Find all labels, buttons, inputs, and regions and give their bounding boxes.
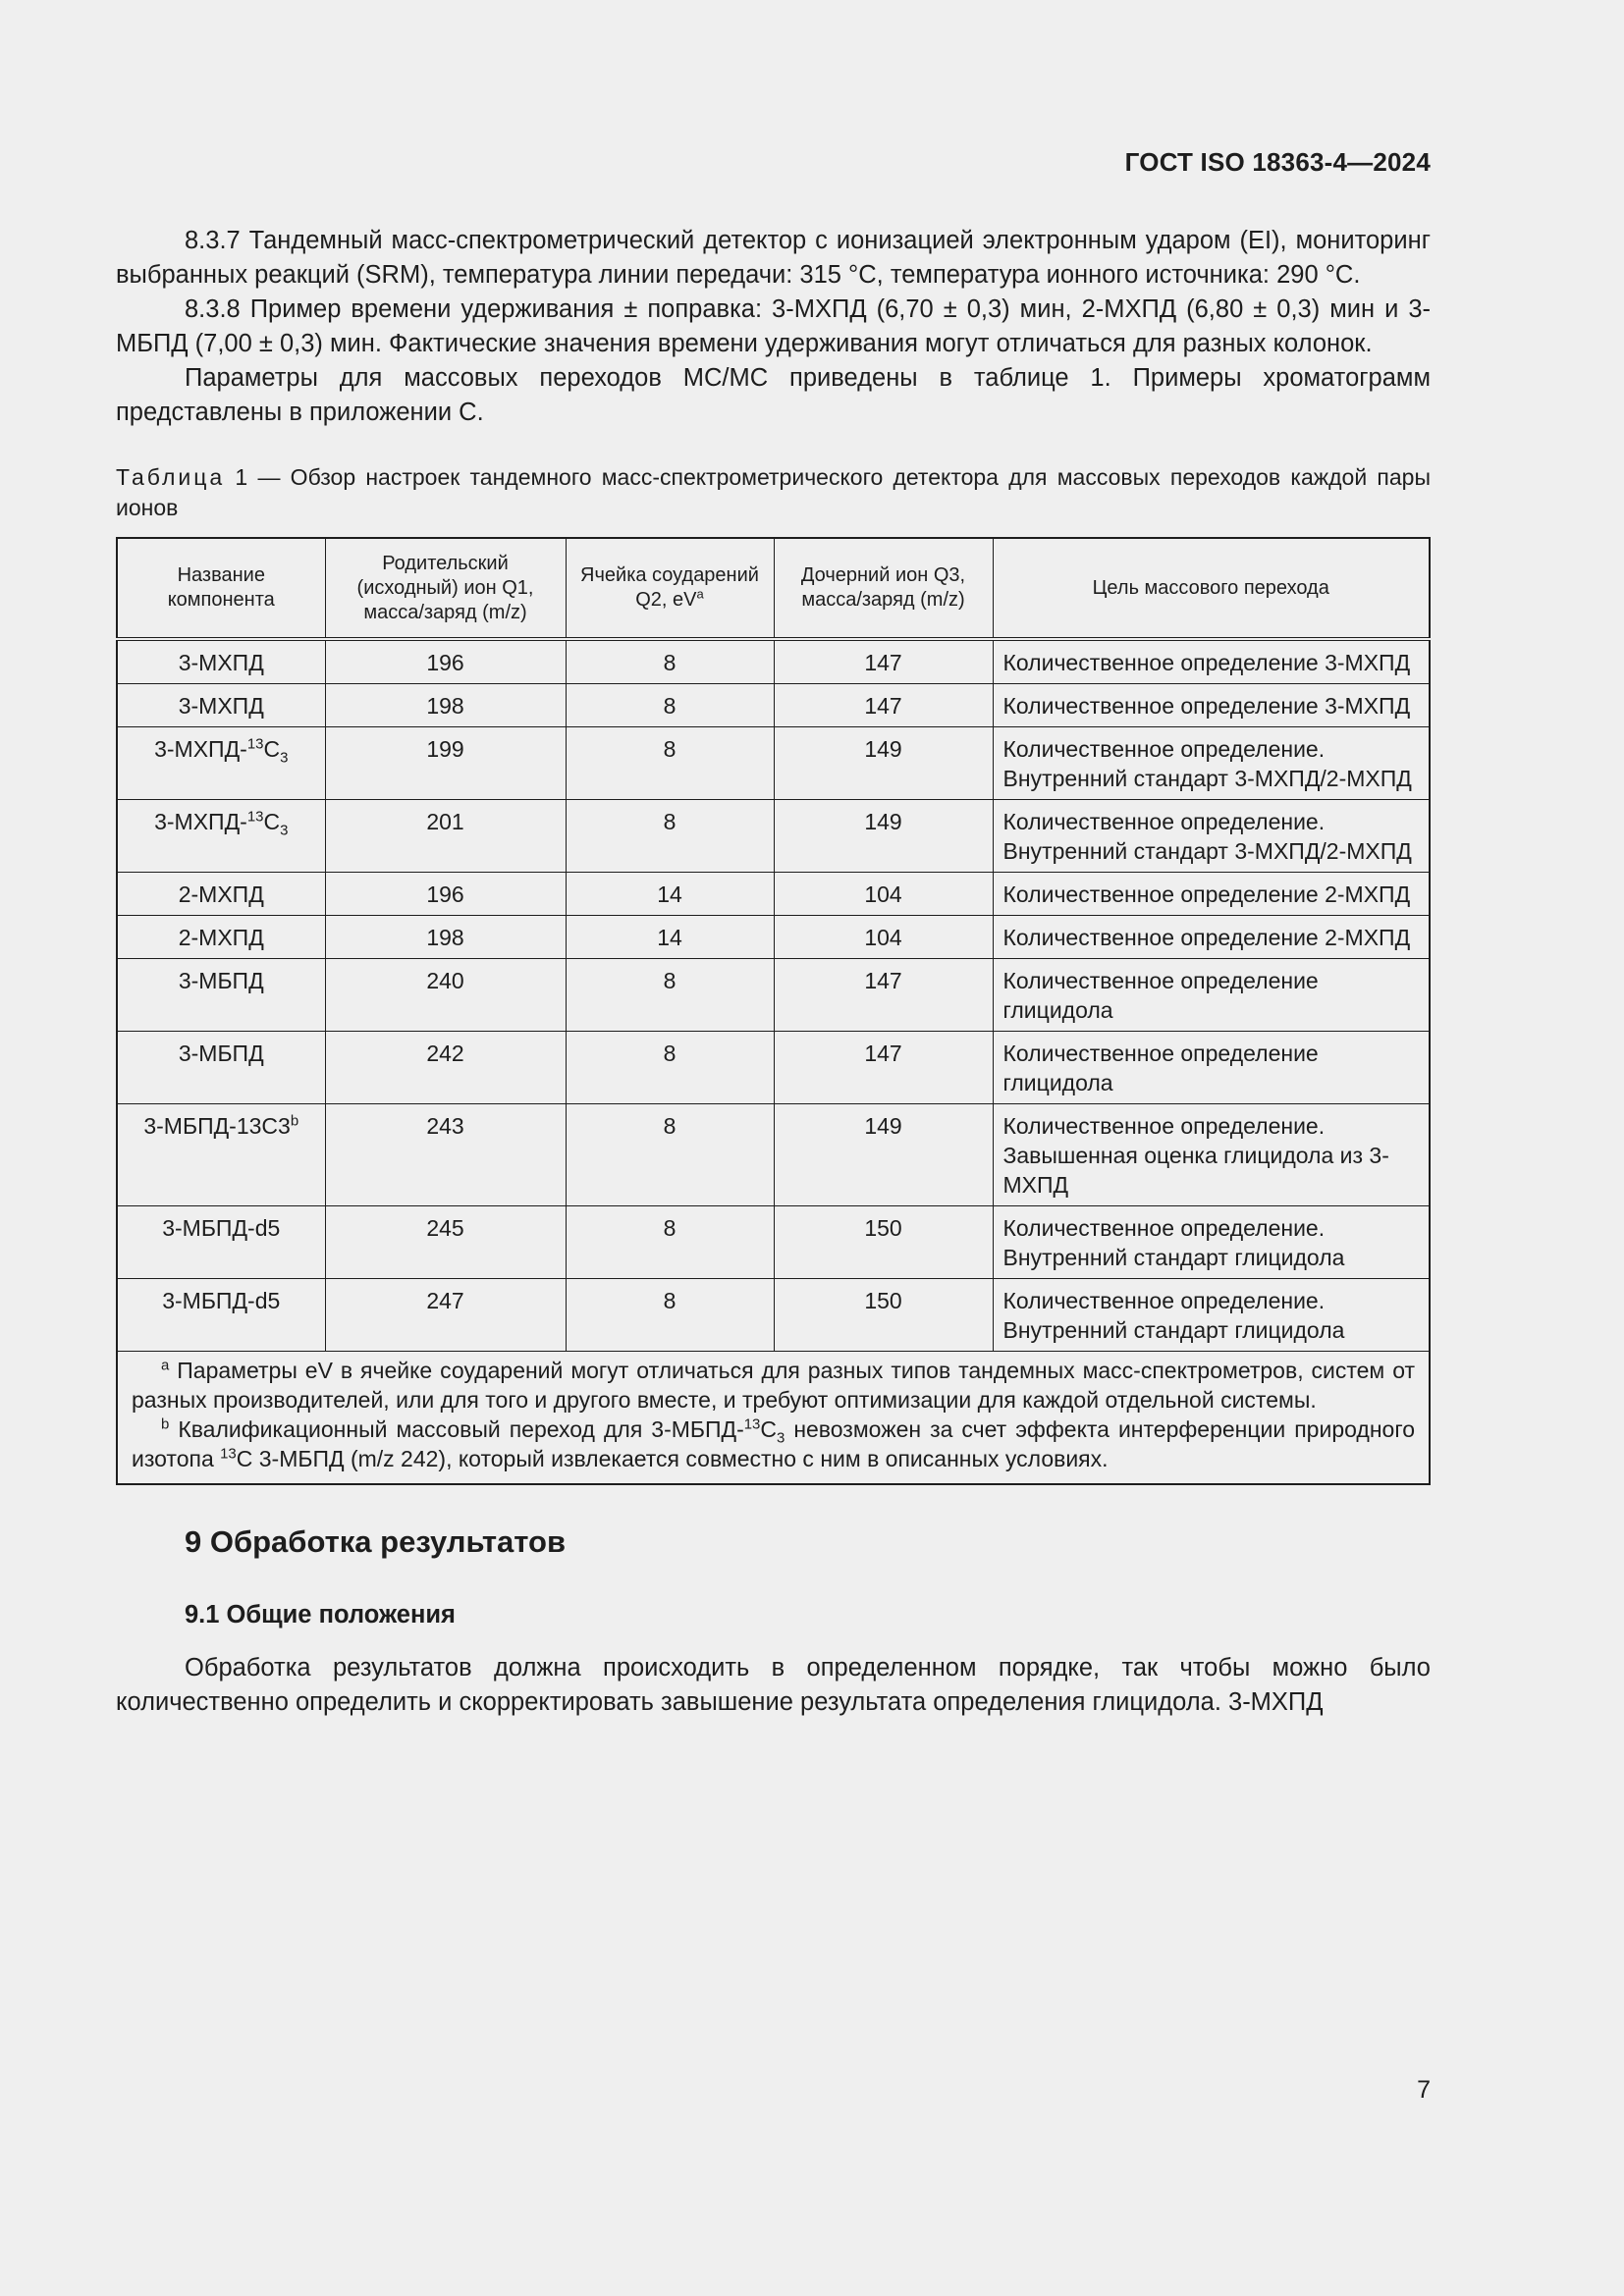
cell-q3: 147 — [774, 959, 993, 1032]
footnote-a-mark: a — [161, 1357, 170, 1374]
table-row — [117, 1104, 1430, 1206]
cell-q2: 8 — [566, 684, 774, 727]
cell-component — [117, 639, 325, 684]
table-row — [117, 1206, 1430, 1279]
table-caption — [116, 462, 1431, 523]
header-q2-text: Ячейка соударений Q2, eV — [580, 564, 759, 611]
component-name: 2-МХПД — [178, 925, 264, 950]
component-name: 2-МХПД — [178, 881, 264, 907]
cell-component — [117, 1104, 325, 1206]
cell-purpose: Количественное определение 2-МХПД — [993, 873, 1430, 916]
cell-component — [117, 1032, 325, 1104]
cell-q2: 8 — [566, 1206, 774, 1279]
cell-purpose: Количественное определение 3-МХПД — [993, 639, 1430, 684]
isotope-element: C — [263, 809, 281, 834]
cell-q1: 240 — [325, 959, 566, 1032]
table-row — [117, 1279, 1430, 1352]
isotope-mass: 13 — [246, 735, 264, 753]
header-q1: Родительский (исходный) ион Q1, масса/заряд (m/z) — [325, 538, 566, 639]
component-name: 3-МХПД — [178, 693, 264, 719]
cell-q2: 8 — [566, 639, 774, 684]
standard-code: ГОСТ ISO 18363-4—2024 — [1124, 147, 1431, 177]
cell-purpose: Количественное определение. Внутренний стандарт глицидола — [993, 1206, 1430, 1279]
cell-q2: 8 — [566, 1032, 774, 1104]
footnote-b-isotope2: 13 — [220, 1445, 237, 1463]
cell-q3: 150 — [774, 1279, 993, 1352]
cell-q1: 201 — [325, 800, 566, 873]
table-row — [117, 727, 1430, 800]
component-name: 3-МХПД — [178, 650, 264, 675]
cell-component — [117, 873, 325, 916]
cell-purpose: Количественное определение глицидола — [993, 1032, 1430, 1104]
cell-q3: 104 — [774, 873, 993, 916]
footnote-b-text3: C 3-МБПД (m/z 242), который извлекается совместно с ним в описанных условиях. — [236, 1446, 1109, 1471]
table-row — [117, 639, 1430, 684]
table-body — [117, 639, 1430, 1352]
cell-purpose: Количественное определение 2-МХПД — [993, 916, 1430, 959]
cell-q3: 104 — [774, 916, 993, 959]
cell-q2: 14 — [566, 873, 774, 916]
cell-q1: 199 — [325, 727, 566, 800]
paragraph-8-3-7: 8.3.7 Тандемный масс-спектрометрический детектор с ионизацией электронным ударом (EI), мониторинг выбранных реакций (SRM), температура линии передачи: 315 °C, температура ионного источника: 290 °C. — [116, 227, 1431, 289]
footnote-a-ref: a — [696, 586, 704, 602]
footnotes-row — [117, 1352, 1430, 1485]
header-q3: Дочерний ион Q3, масса/заряд (m/z) — [774, 538, 993, 639]
page-body — [116, 224, 1431, 1720]
cell-component — [117, 727, 325, 800]
isotope-count: 3 — [280, 822, 289, 839]
footnote-b — [132, 1415, 1415, 1473]
footnote-b-subscript: 3 — [777, 1429, 785, 1447]
paragraph-ms-params: Параметры для массовых переходов МС/МС приведены в таблице 1. Примеры хроматограмм представлены в приложении С. — [116, 364, 1431, 426]
footnote-a — [132, 1356, 1415, 1415]
cell-q2: 14 — [566, 916, 774, 959]
cell-q1: 242 — [325, 1032, 566, 1104]
section-9-1-heading: 9.1 Общие положения — [185, 1601, 456, 1629]
section-9-1-paragraph: Обработка результатов должна происходить в определенном порядке, так чтобы можно было количественно определить и скорректировать завышение результата определения глицидола. 3-МХПД — [116, 1654, 1431, 1716]
cell-component — [117, 800, 325, 873]
component-name: 3-МБПД-13С3 — [143, 1113, 291, 1139]
footnote-b-mark: b — [161, 1415, 170, 1433]
cell-q1: 243 — [325, 1104, 566, 1206]
cell-q1: 196 — [325, 873, 566, 916]
component-name: 3-МБПД-d5 — [162, 1288, 281, 1313]
cell-q1: 198 — [325, 916, 566, 959]
cell-component — [117, 959, 325, 1032]
header-q2 — [566, 538, 774, 639]
cell-purpose: Количественное определение. Завышенная оценка глицидола из 3-МХПД — [993, 1104, 1430, 1206]
footnote-b-text1: Квалификационный массовый переход для 3-МБПД- — [178, 1416, 744, 1442]
cell-q1: 198 — [325, 684, 566, 727]
component-name: 3-МБПД — [178, 1041, 264, 1066]
table-header-row — [117, 538, 1430, 639]
component-name: 3-МБПД — [178, 968, 264, 993]
component-name: 3-МБПД-d5 — [162, 1215, 281, 1241]
cell-purpose: Количественное определение. Внутренний стандарт глицидола — [993, 1279, 1430, 1352]
isotope-mass: 13 — [246, 808, 264, 826]
table-row — [117, 959, 1430, 1032]
footnote-b-ref: b — [290, 1112, 299, 1130]
page-number: 7 — [1417, 2076, 1431, 2104]
isotope-element: C — [263, 736, 281, 762]
ms-transitions-table — [116, 537, 1431, 1485]
cell-purpose: Количественное определение 3-МХПД — [993, 684, 1430, 727]
cell-q3: 149 — [774, 727, 993, 800]
cell-q2: 8 — [566, 800, 774, 873]
cell-q1: 247 — [325, 1279, 566, 1352]
table-caption-text: 1 — Обзор настроек тандемного масс-спектрометрического детектора для массовых переходов каждой пары ионов — [116, 464, 1431, 520]
cell-purpose: Количественное определение. Внутренний стандарт 3-МХПД/2-МХПД — [993, 727, 1430, 800]
footnote-b-element: C — [760, 1416, 777, 1442]
component-name: 3-МХПД- — [154, 809, 247, 834]
paragraph-8-3-8: 8.3.8 Пример времени удерживания ± поправка: 3-МХПД (6,70 ± 0,3) мин, 2-МХПД (6,80 ± 0,3) мин и 3-МБПД (7,00 ± 0,3) мин. Фактические значения времени удерживания могут отличаться для разных колонок. — [116, 295, 1431, 357]
table-footnotes — [117, 1352, 1430, 1485]
table-row — [117, 916, 1430, 959]
table-row — [117, 684, 1430, 727]
footnote-a-text: Параметры eV в ячейке соударений могут отличаться для разных типов тандемных масс-спектрометров, систем от разных производителей, или для того и другого вместе, и требуют оптимизации для каждой отдельной системы. — [132, 1358, 1416, 1413]
cell-component — [117, 1206, 325, 1279]
cell-q3: 150 — [774, 1206, 993, 1279]
footnote-b-text2: невозможен за счет эффекта интерференции природного изотопа — [132, 1416, 1415, 1471]
cell-q2: 8 — [566, 1279, 774, 1352]
isotope-count: 3 — [280, 749, 289, 767]
cell-component — [117, 684, 325, 727]
cell-q2: 8 — [566, 959, 774, 1032]
table-caption-label: Таблица — [116, 464, 226, 490]
cell-q3: 149 — [774, 800, 993, 873]
header-purpose: Цель массового перехода — [993, 538, 1430, 639]
section-9-heading: 9 Обработка результатов — [185, 1524, 567, 1559]
table-row — [117, 800, 1430, 873]
cell-q1: 245 — [325, 1206, 566, 1279]
cell-component — [117, 916, 325, 959]
table-row — [117, 873, 1430, 916]
cell-q2: 8 — [566, 727, 774, 800]
cell-component — [117, 1279, 325, 1352]
cell-purpose: Количественное определение глицидола — [993, 959, 1430, 1032]
component-name: 3-МХПД- — [154, 736, 247, 762]
cell-q3: 149 — [774, 1104, 993, 1206]
cell-q3: 147 — [774, 684, 993, 727]
cell-purpose: Количественное определение. Внутренний стандарт 3-МХПД/2-МХПД — [993, 800, 1430, 873]
cell-q3: 147 — [774, 639, 993, 684]
cell-q2: 8 — [566, 1104, 774, 1206]
cell-q1: 196 — [325, 639, 566, 684]
table-row — [117, 1032, 1430, 1104]
cell-q3: 147 — [774, 1032, 993, 1104]
footnote-b-isotope: 13 — [743, 1415, 761, 1433]
header-component: Название компонента — [117, 538, 325, 639]
